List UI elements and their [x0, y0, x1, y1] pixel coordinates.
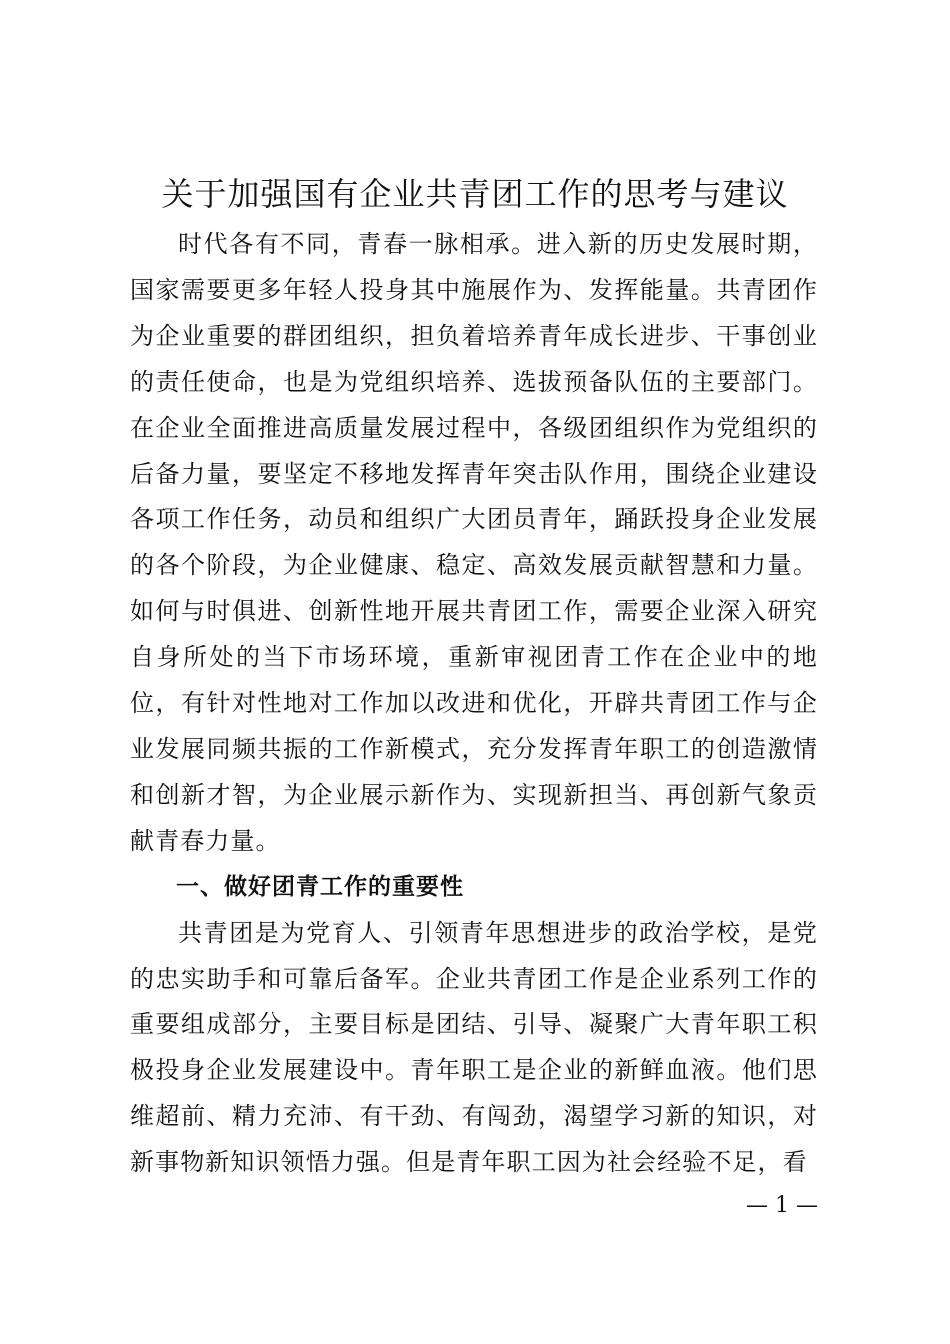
document-title: 关于加强国有企业共青团工作的思考与建议	[161, 175, 789, 213]
section-paragraph: 共青团是为党育人、引领青年思想进步的政治学校，是党的忠实助手和可靠后备军。企业共青团工作是企业系列工作的重要组成部分，主要目标是团结、引导、凝聚广大青年职工积极投身企业发展建设中。青年职工是企业的新鲜血液。他们思维超前、精力充沛、有干劲、有闯劲，渴望学习新的知识，对新事物新知识领悟力强。但是青年职工因为社会经验不足，看	[130, 918, 818, 1177]
document-body	[130, 222, 818, 1186]
section-heading: 一、做好团青工作的重要性	[176, 873, 464, 900]
intro-paragraph: 时代各有不同，青春一脉相承。进入新的历史发展时期，国家需要更多年轻人投身其中施展作为、发挥能量。共青团作为企业重要的群团组织，担负着培养青年成长进步、干事创业的责任使命，也是为党组织培养、选拔预备队伍的主要部门。在企业全面推进高质量发展过程中，各级团组织作为党组织的后备力量，要坚定不移地发挥青年突击队作用，围绕企业建设各项工作任务，动员和组织广大团员青年，踊跃投身企业发展的各个阶段，为企业健康、稳定、高效发展贡献智慧和力量。如何与时俱进、创新性地开展共青团工作，需要企业深入研究自身所处的当下市场环境，重新审视团青工作在企业中的地位，有针对性地对工作加以改进和优化，开辟共青团工作与企业发展同频共振的工作新模式，充分发挥青年职工的创造激情和创新才智，为企业展示新作为、实现新担当、再创新气象贡献青春力量。	[130, 230, 818, 855]
page-number: — 1 —	[746, 1193, 818, 1218]
